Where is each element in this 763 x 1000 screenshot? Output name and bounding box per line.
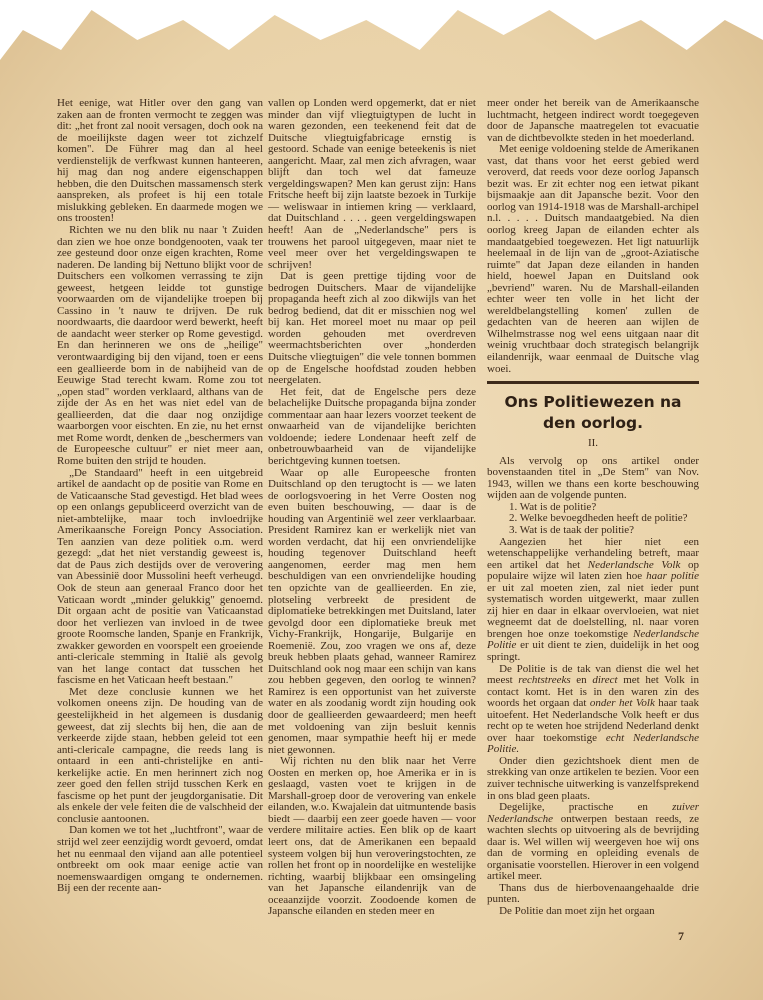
emphasis: rechtstreeks (518, 674, 571, 687)
text-run: er uit dient te zien, duidelijk in het oog springt. (487, 639, 699, 663)
page-number: 7 (678, 929, 684, 943)
question-item: 1. Wat is de politie? (509, 500, 597, 513)
column-3 (487, 98, 699, 918)
emphasis: echt Nederlandsche Politie. (487, 731, 699, 756)
paragraph (487, 906, 699, 918)
paragraph (487, 883, 699, 906)
paragraph: Met eenige voldoening stelde de Amerikanen vast, dat thans voor het eerst gebied werd veroverd, dat reeds voor deze oorlog Japansch bezit was. Er zit echter nog een ietwat pikant bijsmaakje aan dit Japansche bezit. Voor den oorlog van 1914-1918 was de Marshall-archipel n.l. . . . . Duitsch mandaatgebied. Na dien oorlog kreeg Japan de eilanden echter als mandaatgebied toegewezen. Het ligt natuurlijk heelemaal in de lijn van de „groot-Aziatische ruimte" dat Japan deze eilanden in handen hield, hoewel Japan en Duitsland ook „bevriend" waren. Nu de Marshall-eilanden echter weer ten volle in het licht der wereldbelangstelling komen' zullen de gedachten van de heeren aan wijlen de Wilhelmstrasse nog wel eens uitgaan naar dit weinig vruchtbaar doch strategisch belangrijk eilandenrijk, waar eenmaal de Duitsche vlag woei. (487, 143, 699, 375)
text-run: er uit zal moeten zien, zal niet ieder punt systematisch worden uitgewerkt, maar zullen zij hier en daar in elkaar overvloeien, wat niet wegneemt dat de doelstelling, nl. naar voren brengen hoe onze toekomstige (487, 581, 699, 640)
paragraph (487, 802, 699, 883)
text-run: met het Volk in contact komt. Het is in den waren zin des woords het orgaan dat (487, 674, 699, 710)
emphasis: zuiver Nederlandsche (487, 801, 699, 825)
paragraph: Het feit, dat de Engelsche pers deze belachelijke Duitsche propaganda bijna zonder commentaar aan haar lezers voorzet teekent de onwaarheid van de vijandelijke berichten voldoende; iedere Londenaar heeft zelf de onbetrouwbaarheid van de vijandelijke berichtgeving kunnen toetsen. (268, 385, 476, 467)
article-intro: Als vervolg op ons artikel onder bovenstaanden titel in „De Stem" van Nov. 1943, willen we thans een korte beschouwing wijden aan de volgende punten. (487, 454, 699, 502)
text-run: ontwerpen bestaan reeds, ze wachten slechts op uitvoering als de bevrijding daar is. Wel willen wij weergeven hoe wij ons dan de vorming en opleiding evenals de organisatie voorstellen. Hierover in een volgend artikel meer. (487, 812, 699, 883)
text-run: Degelijke, practische en (499, 801, 673, 814)
emphasis: Nederlandsche Volk (587, 558, 681, 571)
paragraph: Met deze conclusie kunnen we het volkomen oneens zijn. De houding van de geestelijkheid in het algemeen is dusdanig geweest, dat zij slechts bij hen, die aan de verkeerde zijde staan, hebben geleid tot een anti-clericale campagne, die reeds lang is ontaard in een anti-christelijke en anti-kerkelijke actie. En men herinnert zich nog zeer goed den fellen strijd tusschen Kerk en fascisme op het punt der jeugdorganisatie. Dit als enkele der vele feiten die de valschheid der conclusie aantoonen. (57, 685, 263, 825)
paragraph: Wij richten nu den blik naar het Verre Oosten en merken op, hoe Amerika er in is geslaagd, vasten voet te krijgen in de Marshall-groep door de verovering van enkele eilanden, w.o. Kwajalein dat uitmuntende basis biedt — daarbij een zeer goede haven — voor verdere militaire acties. Een blik op de kaart leert ons, dat de Amerikanen een bepaald systeem volgen bij hun veroveringstochten, ze rollen het front op in noordelijke en westelijke richting, waarbij blijkbaar een omsingeling van het Japansche eilandenrijk van de oceaanzijde voorzit. Zoodoende komen de Japansche eilanden en steden meer en (268, 755, 476, 918)
article-title: Ons Politiewezen na den oorlog. (504, 393, 682, 433)
section-divider (487, 381, 699, 384)
text-run: Onder dien gezichtshoek dient men de strekking van onze artikelen te bezien. Voor een zuiver technische uitwerking is vanzelfsprekend in ons blad geen plaats. (487, 754, 699, 802)
paragraph: meer onder het bereik van de Amerikaansche luchtmacht, hetgeen indirect wordt toegegeven door de Japansche maatregelen tot evacuatie van de dichtbevolkte steden in het moederland. (487, 97, 699, 144)
paragraph (487, 664, 699, 756)
text-run: De Politie is de tak van dienst die wel het meest (487, 662, 699, 687)
question-item: 3. Wat is de taak der politie? (509, 523, 635, 536)
text-run: De Politie dan moet zijn het orgaan (499, 905, 655, 917)
emphasis: direct (592, 674, 618, 687)
column-2 (268, 98, 476, 918)
question-item: 2. Welke bevoegdheden heeft de politie? (509, 512, 688, 525)
paragraph: Richten we nu den blik nu naar 't Zuiden dan zien we hoe onze bondgenooten, vaak ter zee gesteund door onze eigen krachten, Rome naderen. De landing bij Nettuno blijkt voor de Duitschers een volkomen verrassing te zijn geweest, hetgeen leidde tot gunstige voorwaarden om de vijandelijke troepen bij Cassino in 't nauw te drijven. De ruk noordwaarts, die daardoor werd bewerkt, heeft de aandacht weer sterker op Rome gevestigd. En dan herinneren we ons de „heilige" verontwaardiging bij den vijand, toen er eens een geallieerde bom in de nabijheid van de Eeuwige Stad terecht kwam. Rome zou tot „open stad" worden verklaard, althans van de zijde der As en het was niet edel van de geallieerden, dat die daar nog onzijdige waarborgen voor eischten. En zie, nu het ernst met Rome wordt, denken de „beschermers van de Europeesche cultuur" er niet meer aan, Rome buiten den strijd te houden. (57, 224, 263, 467)
paragraph: Dan komen we tot het „luchtfront", waar de strijd wel zeer eenzijdig wordt gevoerd, omdat het nu eenmaal den vijand aan alle potentieel ontbreekt om ook maar eenige actie van noemenswaardigen omgang te ondernemen. Bij een der recente aan- (57, 824, 263, 895)
paragraph: Waar op alle Europeesche fronten Duitschland op den terugtocht is — we laten de oorlogsvoering in het Verre Oosten nog even buiten beschouwing, — daar is de houding van Argentinië wel zeer verklaarbaar. President Ramirez kan er werkelijk niet van worden verdacht, dat hij een onvriendelijke houding tegenover Duitschland heeft aangenomen, eerder mag men hem beschuldigen van een onvriendelijke houding ten opzichte van de geallieerden. En zie, plotseling verbreekt de president de diplomatieke betrekkingen met Duitsland, later gevolgd door een diplomatieke breuk met Vichy-Frankrijk, Hongarije, Bulgarije en Roemenië. Zou, zoo vragen we ons af, deze breuk hebben plaats gehad, wanneer Ramirez Duitschland ook nog maar een schijn van kans zou hebben gegeven, den oorlog te winnen? Ramirez is een opportunist van het zuiverste water en als zoodanig wordt zijn houding ook door de geallieerden gewaardeerd; men heeft met voldoening van zijn besluit kennis genomen, maar sympathie heeft hij er mede niet gewonnen. (268, 466, 476, 756)
paragraph: vallen op Londen werd opgemerkt, dat er niet minder dan vijf vliegtuigtypen de lucht in waren gezonden, een teekenend feit dat de Duitsche vliegtuigfabricage ernstig is gestoord. Schade van eenige beteekenis is niet aangericht. Maar, zal men zich afvragen, waar blijft dan toch wel dat fameuze vergeldingswapen? Men kan gerust zijn: Hans Fritsche heeft bij zijn laatste bezoek in Turkije — weliswaar in intiemen kring — verklaard, dat Duitschland . . . . geen vergeldingswapen heeft! Aan de „Nederlandsche" pers is trouwens het parool uitgegeven, maar niet te veel meer over het vergeldingswapen te schrijven! (268, 97, 476, 271)
column-1 (57, 98, 263, 895)
article-body (487, 537, 699, 918)
emphasis: onder het Volk (589, 697, 655, 710)
text-run: Thans dus de hierbovenaangehaalde drie punten. (487, 881, 699, 906)
paragraph (487, 756, 699, 802)
column-3-top (487, 98, 699, 375)
emphasis: haar politie (646, 570, 699, 583)
paragraph: Dat is geen prettige tijding voor de bedrogen Duitschers. Maar de vijandelijke propaganda heeft zich al zoo dikwijls van het bedrog bediend, dat dit er misschien nog wel bij kan. Het moreel moet nu maar op peil worden gehouden met overdreven weermachtsberichten over „honderden Duitsche vliegtuigen" die vele tonnen bommen op de Engelsche hoofdstad zouden hebben neergelaten. (268, 270, 476, 387)
paragraph: „De Standaard" heeft in een uitgebreid artikel de aandacht op de positie van Rome en de Vaticaansche Stad gevestigd. Het blad wees op een onlangs gepubliceerd overzicht van de niet-ambtelijke, maar toch invloedrijke Amerikaansche Foreign Poncy Association. Ten aanzien van deze politiek o.m. werd gezegd: „dat het niet verstandig geweest is, dat de Paus zich destijds over de verovering van Abessinië door Mussolini heeft verheugd. Ook de steun aan generaal Franco door het Vaticaan wordt „minder gelukkig" genoemd. Dit orgaan acht de positie van Vaticaanstad door het verliezen van invloed in de twee groote Roomsche landen, Spanje en Frankrijk, zwakker geworden en voorspelt een groeiende anti-clericale stemming in Italië als gevolg van het lange contact dat tusschen het fascisme en het Vaticaan heeft bestaan." (57, 466, 263, 687)
article-part: II. (587, 437, 599, 450)
text-run: op populaire wijze wil laten zien hoe (487, 558, 699, 583)
paragraph: Het eenige, wat Hitler over den gang van zaken aan de fronten vermocht te zeggen was dit: „het front zal nooit versagen, doch ook na de moeilijkste dagen weer tot zichzelf komen". De Führer mag dan al heel verdienstelijk de verfkwast kunnen hanteeren, hij mag dan nog andere eigenschappen hebben, die den Duitschen massamensch sterk aanspreken, als profeet is hij een totale mislukking gebleken. En daarmede mogen we ons troosten! (57, 97, 263, 225)
paragraph (487, 537, 699, 664)
text-run: en (570, 674, 593, 687)
emphasis: Nederlandsche Politie (487, 627, 699, 652)
text-run: Aangezien het hier niet een wetenschappelijke verhandeling betreft, maar een artikel dat het (487, 535, 699, 571)
text-run: haar taak uitoefent. Het Nederlandsche Volk heeft er dus recht op te weten hoe strijdend Nederland denkt over haar toekomstige (487, 697, 700, 744)
